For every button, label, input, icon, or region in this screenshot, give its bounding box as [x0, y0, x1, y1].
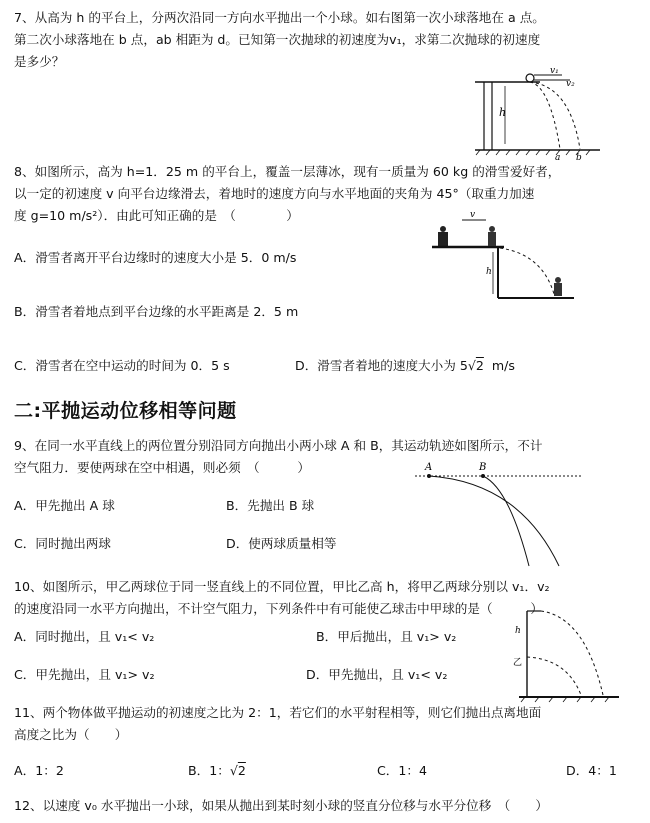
- q7-a-label: a: [555, 153, 561, 160]
- q10-trajectory-jia: [541, 611, 603, 695]
- q11-line-1: 11、两个物体做平抛运动的初速度之比为 2：1，若它们的水平射程相等，则它们抛出点离地面: [14, 705, 542, 720]
- q9-trajectory-a: [429, 476, 559, 566]
- q7-line-2: 第二次小球落地在 b 点，ab 相距为 d。已知第一次抛球的初速度为v₁，求第二次抛球的初速度: [14, 32, 541, 47]
- q10-option-c: C．甲先抛出，且 v₁> v₂: [14, 667, 155, 682]
- q9-line-1: 9、在同一水平直线上的两位置分别沿同方向抛出小两小球 A 和 B，其运动轨迹如图所示，不计: [14, 438, 543, 453]
- q8-h-label: h: [486, 267, 492, 277]
- q9-option-b: B．先抛出 B 球: [226, 498, 315, 513]
- q9-option-c: C．同时抛出两球: [14, 536, 111, 551]
- q7-trajectory-b: [530, 82, 580, 149]
- q11-option-b-sqrt: √2: [229, 763, 246, 778]
- q7-v2-label: v₂: [566, 79, 575, 89]
- q7-h-label: h: [499, 106, 507, 119]
- q11-option-d: D．4：1: [566, 763, 617, 778]
- q9-b-label: B: [479, 462, 487, 473]
- q7-line-1: 7、从高为 h 的平台上，分两次沿同一方向水平抛出一个小球。如右图第一次小球落地在 a 点。: [14, 10, 545, 25]
- q10-option-b: B．甲后抛出，且 v₁> v₂: [316, 629, 457, 644]
- q7-b-label: b: [576, 153, 582, 160]
- q9-line-2: 空气阻力．要使两球在空中相遇，则必须 （ ）: [14, 460, 310, 475]
- q8-option-b: B．滑雪者着地点到平台边缘的水平距离是 2．5 m: [14, 304, 299, 319]
- q10-trajectory-yi: [527, 657, 581, 695]
- q10-option-a: A．同时抛出，且 v₁< v₂: [14, 629, 155, 644]
- q8-option-d-unit: m/s: [491, 358, 515, 373]
- q9-option-d: D．使两球质量相等: [226, 536, 337, 551]
- q9-option-a: A．甲先抛出 A 球: [14, 498, 115, 513]
- q8-skier-edge: [488, 232, 496, 246]
- q7-line-3: 是多少？: [14, 54, 65, 69]
- q8-line-1: 8、如图所示，高为 h=1．25 m 的平台上，覆盖一层薄冰，现有一质量为 60 kg 的滑雪爱好者，: [14, 164, 561, 179]
- q11-option-c: C．1：4: [377, 763, 428, 778]
- q8-skier-start: [438, 232, 448, 246]
- q8-trajectory: [500, 248, 554, 294]
- q7-ball: [526, 74, 534, 82]
- q8-figure: [424, 206, 582, 304]
- q7-v1-label: v₁: [550, 66, 559, 76]
- q9-figure: [409, 458, 589, 570]
- q8-option-a: A．滑雪者离开平台边缘时的速度大小是 5．0 m/s: [14, 250, 297, 265]
- q8-line-3: 度 g=10 m/s²）．由此可知正确的是 （ ）: [14, 208, 299, 223]
- q8-option-d-text: D．滑雪者着地的速度大小为 5: [295, 358, 468, 373]
- q11-option-a: A．1：2: [14, 763, 64, 778]
- q8-v-label: v: [470, 210, 476, 220]
- q10-yi-label: 乙: [513, 658, 523, 668]
- q8-skier-land: [554, 283, 562, 296]
- q10-figure: [505, 603, 623, 703]
- q10-h-label: h: [515, 626, 521, 636]
- q10-line-2: 的速度沿同一水平方向抛出，不计空气阻力，下列条件中有可能使乙球击中甲球的是（ ）: [14, 601, 543, 616]
- q7-figure: [470, 64, 610, 160]
- q9-trajectory-b: [483, 476, 529, 566]
- q12-line-1: 12、以速度 v₀ 水平抛出一小球，如果从抛出到某时刻小球的竖直分位移与水平分位移 （ ）: [14, 798, 548, 813]
- q8-option-c: C．滑雪者在空中运动的时间为 0．5 s: [14, 358, 230, 373]
- q11-option-b: B．1：√2: [188, 763, 246, 778]
- q9-a-label: A: [425, 462, 433, 473]
- section-title: 二:平抛运动位移相等问题: [14, 400, 237, 422]
- q10-line-1: 10、如图所示，甲乙两球位于同一竖直线上的不同位置，甲比乙高 h，将甲乙两球分别以 v₁．v₂: [14, 579, 550, 594]
- q11-line-2: 高度之比为（ ）: [14, 727, 128, 742]
- q10-option-d: D．甲先抛出，且 v₁< v₂: [306, 667, 448, 682]
- q7-trajectory-a: [530, 82, 560, 149]
- q8-line-2: 以一定的初速度 v 向平台边缘滑去，着地时的速度方向与水平地面的夹角为 45°（取重力加速: [14, 186, 535, 201]
- q8-option-d-sqrt: √2: [467, 358, 484, 373]
- q8-option-d: [295, 357, 515, 374]
